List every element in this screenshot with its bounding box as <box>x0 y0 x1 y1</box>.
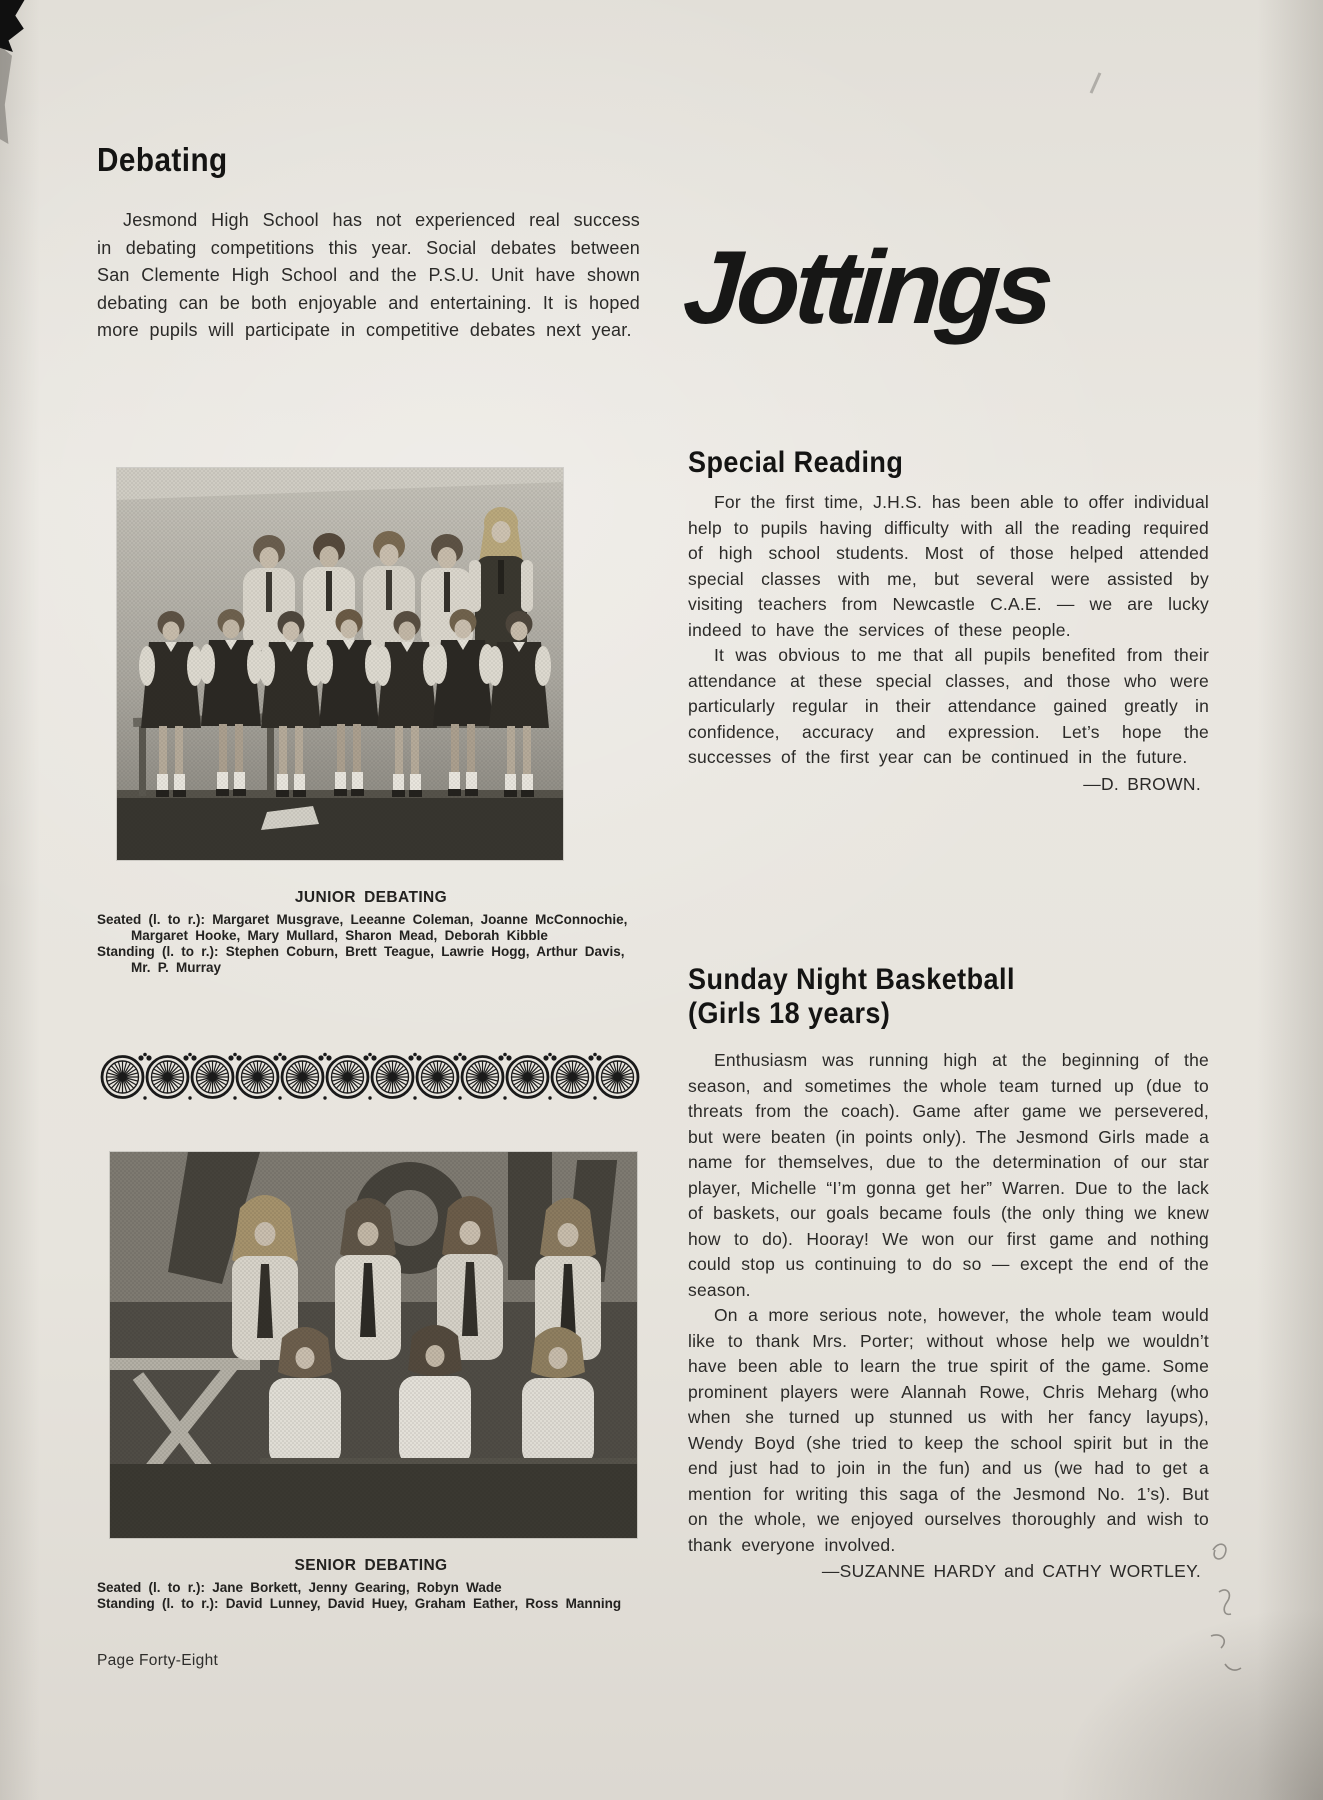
junior-debating-photo <box>117 468 563 860</box>
basketball-body <box>688 1048 1209 1585</box>
rosette-divider <box>100 1046 640 1104</box>
jottings-title: Jottings <box>679 230 1053 346</box>
special-reading-byline: —D. BROWN. <box>1083 773 1201 794</box>
debating-body <box>97 207 640 345</box>
junior-debating-photo-image <box>117 468 563 860</box>
special-reading-body <box>688 490 1209 797</box>
senior-caption-standing: Standing (l. to r.): David Lunney, David Huey, Graham Eather, Ross Manning <box>97 1596 622 1611</box>
junior-photo-caption <box>97 890 645 976</box>
junior-caption-seated: Seated (l. to r.): Margaret Musgrave, Leeanne Coleman, Joanne McConnochie, Margaret Hooke, Mary Mullard, Sharon Mead, Deborah Kibble <box>97 912 628 943</box>
debating-heading-text: Debating <box>97 141 228 178</box>
senior-debating-photo-image <box>110 1152 637 1538</box>
senior-photo-caption <box>97 1558 645 1612</box>
basketball-paragraph-1: Enthusiasm was running high at the beginning of the season, and sometimes the whole team turned up (due to threats from the coach). Game after game we persevered, but were beaten (in points only). The Jesmond Girls made a name for themselves, due to the determination of our star player, Michelle “I’m gonna get her” Warren. Due to the lack of baskets, our goals became fouls (the only thing we knew how to do). Hooray! We won our first game and nothing could stop us continuing to do so — except the end of the season. <box>688 1050 1209 1300</box>
scan-artifact-left-edge <box>0 46 12 144</box>
scan-artifact-top-left <box>0 0 34 52</box>
junior-caption-title: JUNIOR DEBATING <box>294 889 448 906</box>
page-number: Page Forty-Eight <box>97 1652 219 1669</box>
basketball-heading-line1: Sunday Night Basketball <box>688 963 1015 996</box>
basketball-heading-line2: (Girls 18 years) <box>688 997 891 1030</box>
pencil-mark-top-right <box>1090 72 1102 93</box>
debating-paragraph: Jesmond High School has not experienced real success in debating competitions this year. Social debates between San Clemente High School and the P.S.U. Unit have shown debating can be both enjoyable and entertaining. It is hoped more pupils will participate in competitive debates next year. <box>97 210 640 340</box>
debating-heading <box>97 141 242 179</box>
basketball-heading <box>688 963 1051 1031</box>
special-reading-paragraph-2: It was obvious to me that all pupils benefited from their attendance at these special classes, and those who were particularly regular in their attendance gained greatly in confidence, accuracy and expression. Let’s hope the successes of the first year can be continued in the future. <box>688 645 1209 767</box>
basketball-paragraph-2: On a more serious note, however, the whole team would like to thank Mrs. Porter; without whose help we wouldn’t have been able to learn the true spirit of the game. Some prominent players were Alannah Rowe, Chris Meharg (who when she turned up stunned us with her fancy layups), Wendy Boyd (she tried to keep the school spirit but in the end just had to join in the fun) and us (we had to get a mention for writing this saga of the Jesmond No. 1’s). But on the whole, we enjoyed ourselves thoroughly and wish to thank everyone involved. <box>688 1305 1209 1555</box>
special-reading-heading-text: Special Reading <box>688 446 904 479</box>
senior-caption-title: SENIOR DEBATING <box>294 1557 448 1574</box>
special-reading-heading <box>688 446 927 480</box>
pen-scribble-marks <box>1205 1540 1275 1690</box>
junior-caption-standing: Standing (l. to r.): Stephen Coburn, Brett Teague, Lawrie Hogg, Arthur Davis, Mr. P. Murray <box>97 944 625 975</box>
special-reading-paragraph-1: For the first time, J.H.S. has been able to offer individual help to pupils having difficulty with all the reading required of high school students. Most of those helped attended special classes with me, but several were assisted by visiting teachers from Newcastle C.A.E. — we are lucky indeed to have the services of these people. <box>688 492 1209 640</box>
basketball-byline: —SUZANNE HARDY and CATHY WORTLEY. <box>821 1561 1201 1581</box>
senior-debating-photo <box>110 1152 637 1538</box>
senior-caption-seated: Seated (l. to r.): Jane Borkett, Jenny Gearing, Robyn Wade <box>97 1580 502 1595</box>
